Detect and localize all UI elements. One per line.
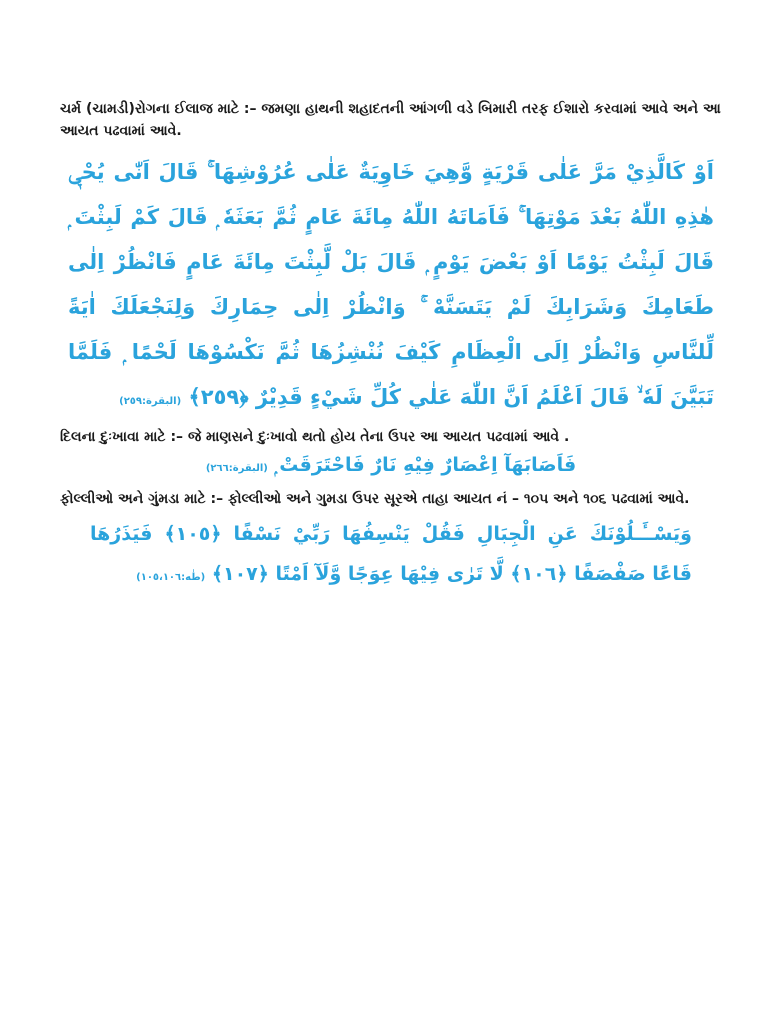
verse-reference: (البقرة:٢٥٩) xyxy=(119,396,182,407)
section-instruction: જે માણસને દુઃખાવો થતો હોય તેના ઉપર આ આયત પઢવામાં આવે . xyxy=(187,429,570,445)
verse-text: فَاَصَابَهَآ اِعْصَارٌ فِيْهِ نَارٌ فَاحْتَرَقَتْ ۭ xyxy=(274,454,577,476)
section-heart-pain-text xyxy=(60,426,722,448)
verse-reference: (طٰه:١٠٥،١٠٦) xyxy=(136,572,206,583)
quran-verse-taha-105-106 xyxy=(60,510,722,598)
section-skin-disease xyxy=(60,98,722,424)
document-page xyxy=(60,98,722,600)
quran-verse-baqarah-259 xyxy=(60,142,722,424)
section-heading: દિલના દુઃખાવા માટે :– xyxy=(60,429,184,445)
section-heading: ફોલ્લીઓ અને ગુંમડા માટે :– xyxy=(60,491,224,507)
quran-verse-baqarah-266 xyxy=(60,448,722,486)
section-heading: ચર્મ (ચામડી)રોગના ઈલાજ માટે :– xyxy=(60,101,257,117)
section-skin-disease-text xyxy=(60,98,722,142)
verse-reference: (البقرة:٢٦٦) xyxy=(205,463,268,474)
section-instruction: ફોલ્લીઓ અને ગુમડા ઉપર સૂરએ તાહા આયત નં – ૧૦૫ અને ૧૦૬ પઢવામાં આવે. xyxy=(228,491,690,507)
section-heart-pain xyxy=(60,426,722,486)
verse-text: اَوْ كَالَّذِيْ مَرَّ عَلٰى قَرْيَةٍ وَّهِيَ خَاوِيَةٌ عَلٰى عُرُوْشِهَا ۚ قَالَ اَنّٰى يُحْيٖ هٰذِهِ اللّٰهُ بَعْدَ مَوْتِهَا ۚ فَاَمَاتَهُ اللّٰهُ مِائَةَ عَامٍ ثُمَّ بَعَثَهٗ ۭ قَالَ كَمْ لَبِثْتَ ۭ قَالَ لَبِثْتُ يَوْمًا اَوْ بَعْضَ يَوْمٍ ۭ قَالَ بَلْ لَّبِثْتَ مِائَةَ عَامٍ فَانْظُرْ اِلٰى طَعَامِكَ وَشَرَابِكَ لَمْ يَتَسَنَّهْ ۚ وَانْظُرْ اِلٰى حِمَارِكَ وَلِنَجْعَلَكَ اٰيَةً لِّلنَّاسِ وَانْظُرْ اِلَى الْعِظَامِ كَيْفَ نُنْشِزُهَا ثُمَّ نَكْسُوْهَا لَحْمًا ۭ فَلَمَّا تَبَيَّنَ لَهٗ ۙ قَالَ اَعْلَمُ اَنَّ اللّٰهَ عَلٰي كُلِّ شَيْءٍ قَدِيْرٌ ﴿٢٥٩﴾ xyxy=(68,160,714,409)
section-boils xyxy=(60,488,722,598)
section-boils-text xyxy=(60,488,722,510)
section-instruction: જમણા હાથની શહાદતની આંગળી વડે બિમારી તરફ ઈશારો કરવામાં આવે અને આ આયત પઢવામાં આવે. xyxy=(60,101,721,139)
verse-text: وَيَسْــَٔـلُوْنَكَ عَنِ الْجِبَالِ فَقُلْ يَنْسِفُهَا رَبِّيْ نَسْفًا ﴿١٠٥﴾ فَيَذَرُهَا قَاعًا صَفْصَفًا ﴿١٠٦﴾ لَّا تَرٰى فِيْهَا عِوَجًا وَّلَآ اَمْتًا ﴿١٠٧﴾ xyxy=(90,523,692,585)
